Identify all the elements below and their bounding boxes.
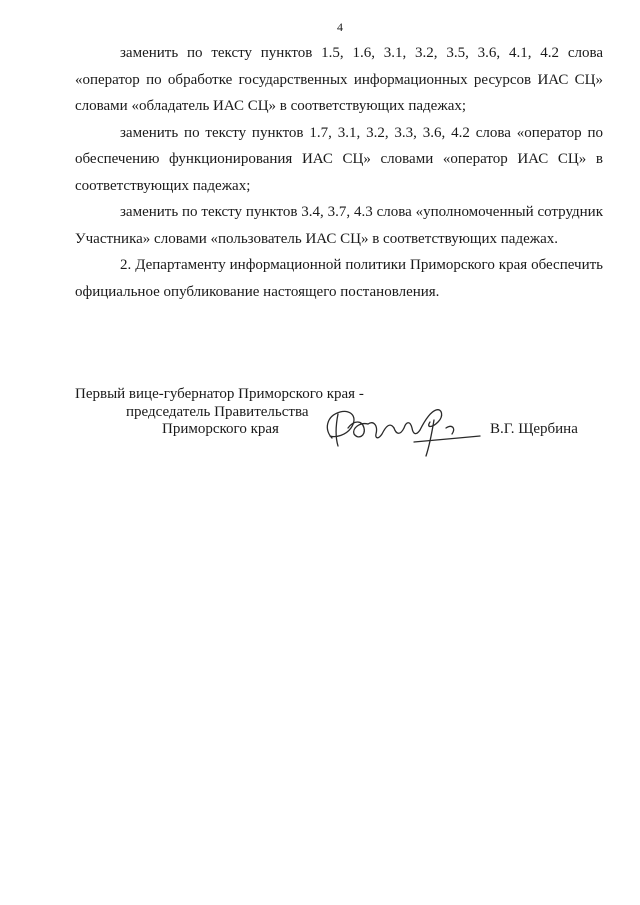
paragraph: заменить по тексту пунктов 3.4, 3.7, 4.3 слова «уполномоченный сотрудник Участника» словами «пользователь ИАС СЦ» в соответствующих падежах. [75, 204, 603, 247]
signer-position-line-3: Приморского края [162, 421, 279, 437]
paragraph: 2. Департаменту информационной политики Приморского края обеспечить официальное опубликование настоящего постановления. [75, 257, 603, 300]
handwritten-signature [318, 398, 488, 468]
page-number: 4 [337, 20, 343, 34]
signer-position-line-1: Первый вице-губернатор Приморского края - [75, 386, 364, 402]
paragraph: заменить по тексту пунктов 1.5, 1.6, 3.1, 3.2, 3.5, 3.6, 4.1, 4.2 слова «оператор по обработке государственных информационных ресурсов ИАС СЦ» словами «обладатель ИАС СЦ» в соответствующих падежах; [75, 45, 603, 114]
paragraph: заменить по тексту пунктов 1.7, 3.1, 3.2, 3.3, 3.6, 4.2 слова «оператор по обеспечению функционирования ИАС СЦ» словами «оператор ИАС СЦ» в соответствующих падежах; [75, 124, 603, 194]
signer-name: В.Г. Щербина [490, 421, 578, 437]
signer-position-line-2: председатель Правительства [126, 404, 309, 420]
document-body [75, 40, 603, 305]
